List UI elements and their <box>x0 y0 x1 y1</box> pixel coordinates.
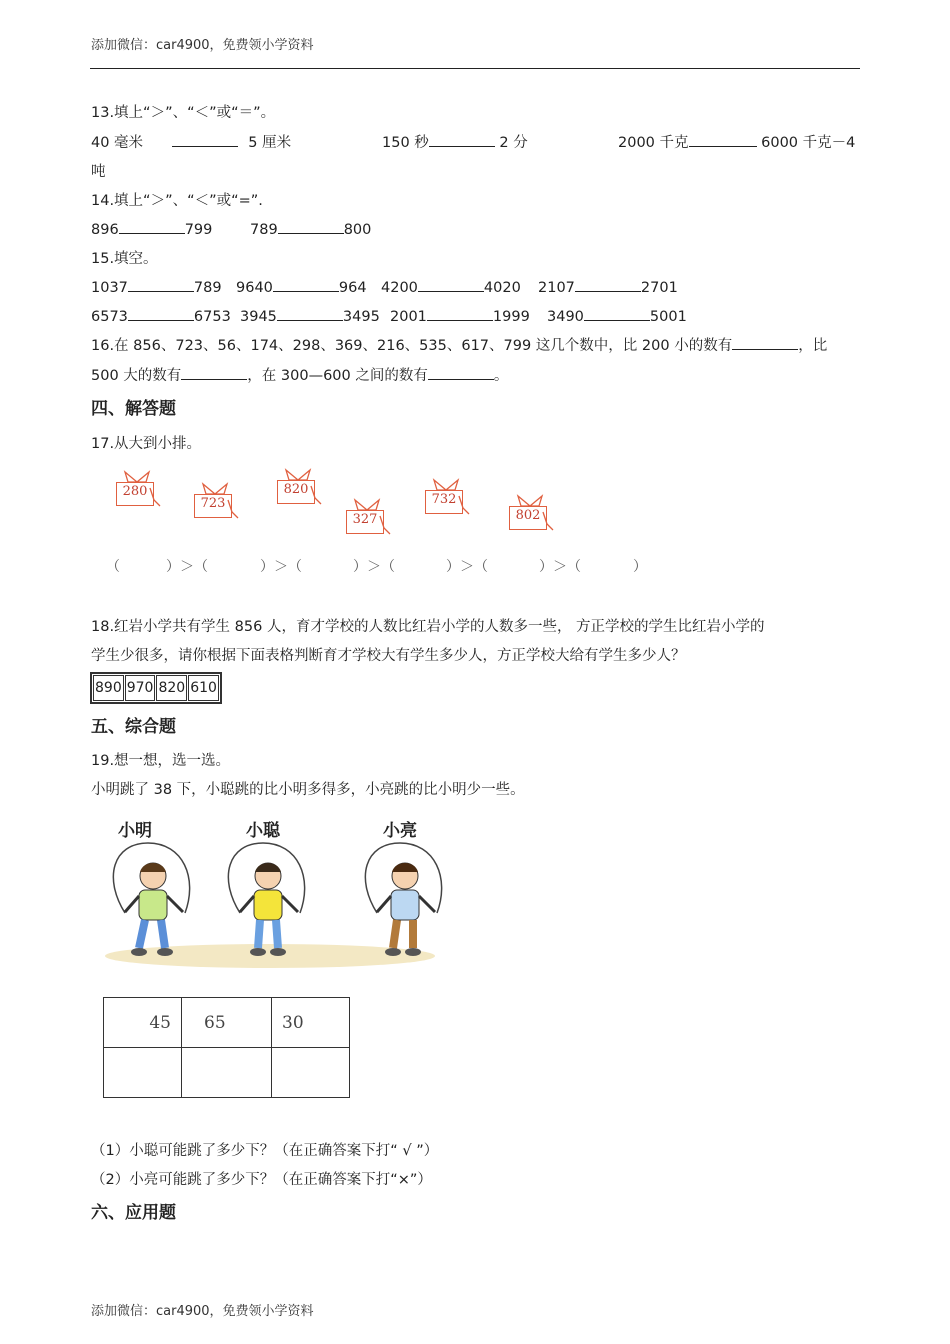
q13-c-left: 2000 千克 <box>618 135 689 151</box>
q15-title: 15.填空。 <box>91 251 158 267</box>
gift-number: 732 <box>431 492 457 507</box>
gift-732 <box>421 478 473 518</box>
q19-option: 45 <box>104 998 182 1048</box>
q13-b-left: 150 秒 <box>382 135 429 151</box>
q15-num: 964 <box>338 280 367 296</box>
gift-280 <box>112 470 164 510</box>
q16-blank-over500[interactable] <box>181 367 247 380</box>
q13-b-right: 2 分 <box>499 135 528 151</box>
q14-a <box>91 220 212 240</box>
compare-gt: ）＞（ <box>446 559 488 575</box>
q15-blank[interactable] <box>273 279 339 292</box>
q14-a-right: 799 <box>184 222 213 238</box>
q13-a-blank[interactable] <box>172 134 238 147</box>
gift-number: 280 <box>122 484 148 499</box>
q15-num: 3490 <box>547 309 584 325</box>
q15-blank[interactable] <box>128 308 194 321</box>
q19-title: 19.想一想，选一选。 <box>91 753 231 769</box>
q16-text: ，在 300—600 之间的数有 <box>247 368 428 384</box>
gift-327 <box>342 498 394 538</box>
gift-802 <box>505 494 557 534</box>
q18-options-table <box>90 672 222 704</box>
q19-answer-grid <box>103 997 350 1098</box>
q15-num: 3945 <box>240 309 277 325</box>
q19-sub1: （1）小聪可能跳了多少下？（在正确答案下打“ √ ”） <box>91 1143 439 1159</box>
ribbon-icon <box>148 486 162 508</box>
q14-b-blank[interactable] <box>278 221 344 234</box>
gift-number: 723 <box>200 496 226 511</box>
q15-row2-item <box>91 307 231 327</box>
q16-blank-between[interactable] <box>428 367 494 380</box>
q15-blank[interactable] <box>277 308 343 321</box>
q19-mark-cell[interactable] <box>272 1048 350 1098</box>
q13-a-left: 40 毫米 <box>91 135 144 151</box>
q19-option: 30 <box>272 998 350 1048</box>
q15-blank[interactable] <box>418 279 484 292</box>
q15-num: 5001 <box>649 309 687 325</box>
q13-b <box>382 133 528 153</box>
section-4-title: 四、解答题 <box>91 399 176 419</box>
q13-title: 13.填上“＞”、“＜”或“＝”。 <box>91 105 276 121</box>
kid-name: 小聪 <box>246 821 280 841</box>
q15-num: 1999 <box>492 309 530 325</box>
q14-a-blank[interactable] <box>119 221 185 234</box>
compare-gt: ）＞（ <box>260 559 302 575</box>
q13-row <box>91 133 291 153</box>
q15-num: 2107 <box>538 280 575 296</box>
page-footer: 添加微信：car4900，免费领小学资料 <box>91 1304 314 1319</box>
q16-blank-under200[interactable] <box>732 337 798 350</box>
gift-820 <box>273 468 325 508</box>
q13-c-right: 6000 千克－4 <box>761 135 856 151</box>
q19-sub2: （2）小亮可能跳了多少下？（在正确答案下打“×”） <box>91 1172 432 1188</box>
ribbon-icon <box>378 514 392 536</box>
kid-jumping-rope-icon <box>103 838 203 968</box>
q19-option: 65 <box>182 998 272 1048</box>
q19-mark-cell[interactable] <box>182 1048 272 1098</box>
q15-num: 789 <box>193 280 222 296</box>
q15-blank[interactable] <box>575 279 641 292</box>
q18-option: 890 <box>93 675 124 701</box>
ribbon-icon <box>457 494 471 516</box>
page-header: 添加微信：car4900，免费领小学资料 <box>91 38 314 53</box>
q14-title: 14.填上“＞”、“＜”或“=”. <box>91 193 263 209</box>
compare-gt: ）＞（ <box>166 559 208 575</box>
q15-row2-item <box>390 307 530 327</box>
q16-line2 <box>91 366 508 386</box>
q13-b-blank[interactable] <box>429 134 495 147</box>
kid-name: 小亮 <box>383 821 417 841</box>
q19-desc: 小明跳了 38 下，小聪跳的比小明多得多，小亮跳的比小明少一些。 <box>91 782 525 798</box>
q13-c-wrap: 吨 <box>91 164 106 180</box>
q15-num: 4200 <box>381 280 418 296</box>
q15-blank[interactable] <box>584 308 650 321</box>
q16-text: ，比 <box>798 338 828 354</box>
q14-a-left: 896 <box>91 222 119 238</box>
kid-jumping-rope-icon <box>355 838 455 968</box>
q13-c <box>618 133 855 153</box>
q15-num: 4020 <box>483 280 521 296</box>
q18-option: 970 <box>125 675 156 701</box>
section-5-title: 五、综合题 <box>91 717 176 737</box>
q16-line1 <box>91 336 827 356</box>
q15-num: 2701 <box>640 280 678 296</box>
q16-text: 500 大的数有 <box>91 368 182 384</box>
q15-num: 1037 <box>91 280 128 296</box>
q15-num: 3495 <box>342 309 380 325</box>
compare-gt: ）＞（ <box>353 559 395 575</box>
q18-line1: 18.红岩小学共有学生 856 人，育才学校的人数比红岩小学的人数多一些， 方正学校的学生比红岩小学的 <box>91 619 765 635</box>
header-rule <box>90 68 860 69</box>
kid-name: 小明 <box>118 821 152 841</box>
compare-gt: ）＞（ <box>539 559 581 575</box>
q15-num: 6753 <box>193 309 231 325</box>
q14-b-right: 800 <box>343 222 372 238</box>
compare-paren: （ <box>106 559 120 575</box>
ribbon-icon <box>309 484 323 506</box>
gift-number: 327 <box>352 512 378 527</box>
section-6-title: 六、应用题 <box>91 1203 176 1223</box>
q16-text: 16.在 856、723、56、174、298、369、216、535、617、799 这几个数中，比 200 小的数有 <box>91 338 733 354</box>
q15-row1-item <box>91 278 222 298</box>
q14-b <box>250 220 371 240</box>
ribbon-icon <box>541 510 555 532</box>
q13-c-blank[interactable] <box>689 134 757 147</box>
q14-b-left: 789 <box>250 222 278 238</box>
q15-row2-item <box>240 307 380 327</box>
q15-num: 9640 <box>236 280 273 296</box>
q18-option: 820 <box>156 675 187 701</box>
q16-text: 。 <box>493 368 509 384</box>
q15-blank[interactable] <box>427 308 493 321</box>
kid-jumping-rope-icon <box>218 838 318 968</box>
gift-723 <box>190 482 242 522</box>
gift-number: 802 <box>515 508 541 523</box>
q18-option: 610 <box>188 675 219 701</box>
q15-row1-item <box>538 278 678 298</box>
q19-mark-cell[interactable] <box>104 1048 182 1098</box>
q15-row1-item <box>381 278 521 298</box>
ribbon-icon <box>226 498 240 520</box>
q15-num: 6573 <box>91 309 128 325</box>
q15-num: 2001 <box>390 309 427 325</box>
q13-a-right: 5 厘米 <box>248 135 292 151</box>
q15-row2-item <box>547 307 687 327</box>
gift-number: 820 <box>283 482 309 497</box>
q15-blank[interactable] <box>128 279 194 292</box>
q15-row1-item <box>236 278 367 298</box>
q18-line2: 学生少很多，请你根据下面表格判断育才学校大有学生多少人，方正学校大给有学生多少人？ <box>91 648 686 664</box>
q17-title: 17.从大到小排。 <box>91 436 202 452</box>
compare-paren: ） <box>633 559 647 575</box>
